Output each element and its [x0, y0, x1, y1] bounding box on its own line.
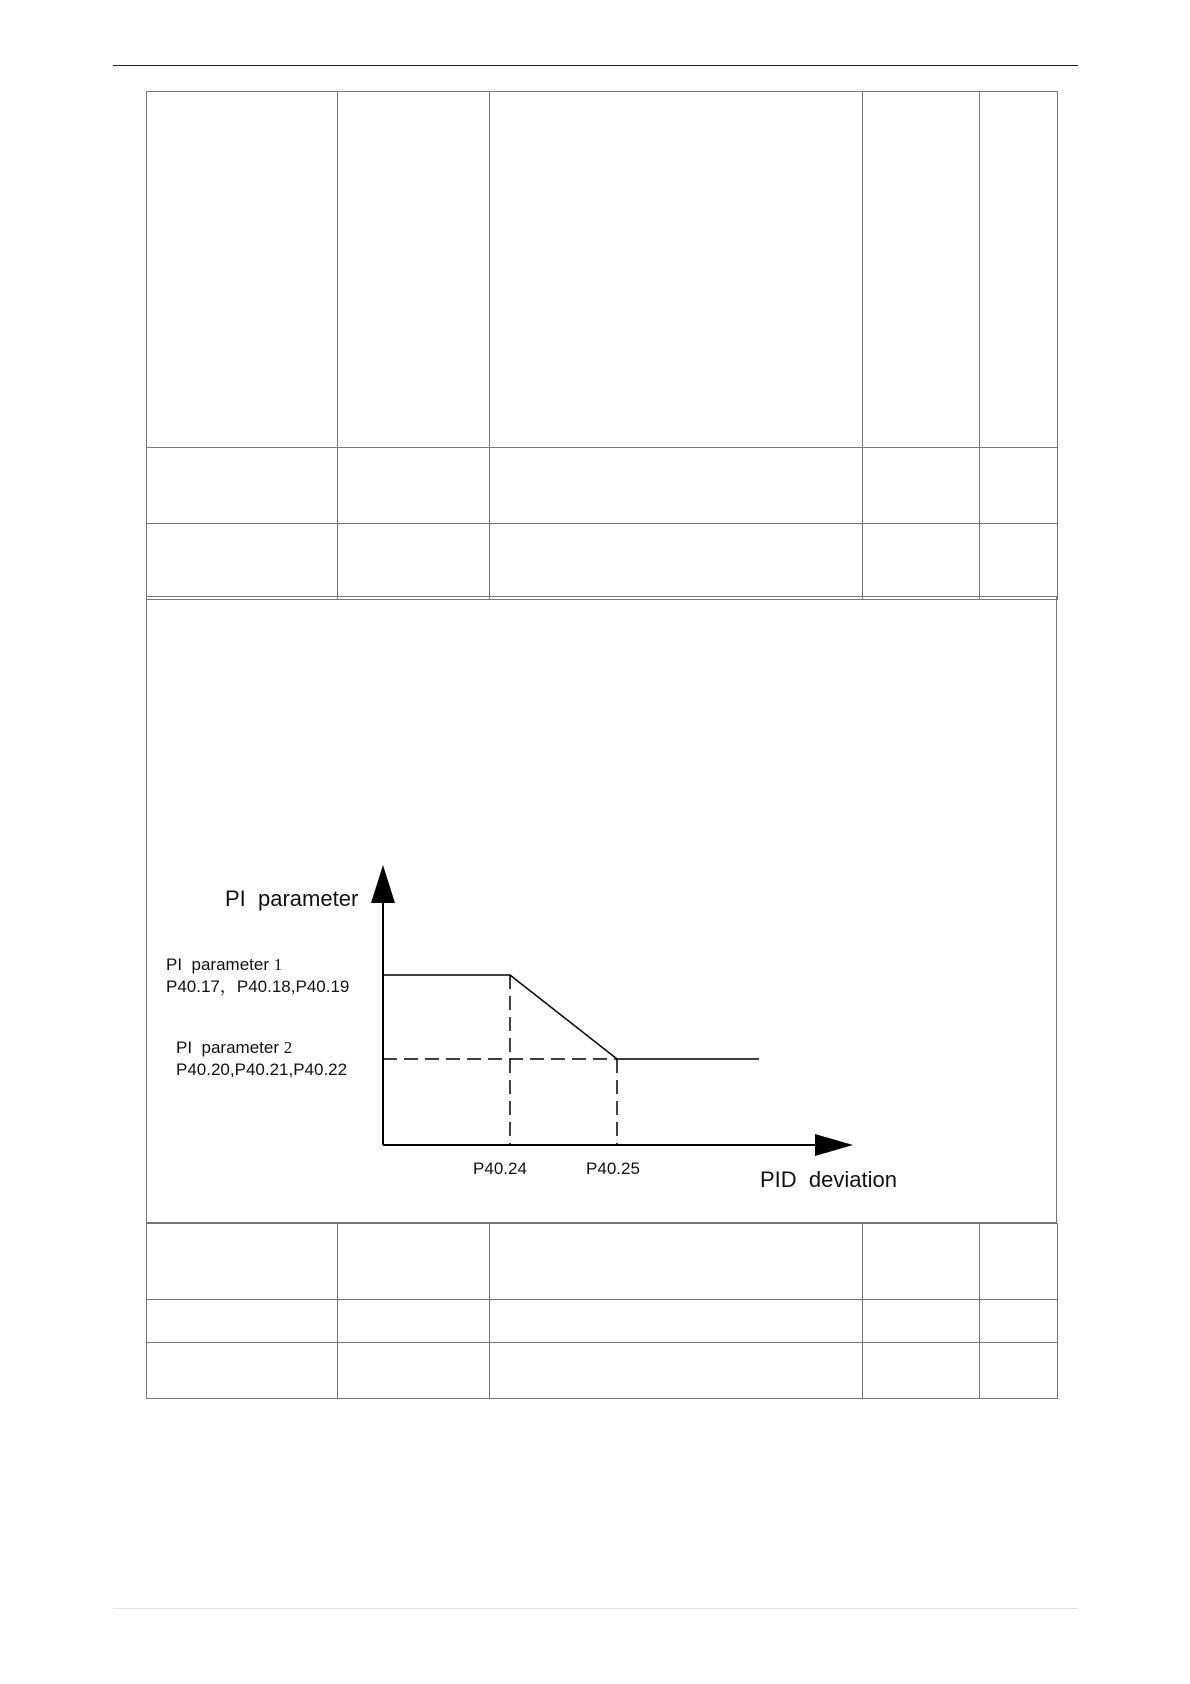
table-cell — [337, 523, 490, 600]
pi-parameter-1-name: PI parameter — [166, 955, 274, 974]
table-cell — [146, 1223, 338, 1300]
pi-parameter-2-name: PI parameter — [176, 1038, 284, 1057]
table-cell — [979, 447, 1058, 524]
table-cell — [337, 1342, 490, 1399]
table-cell — [979, 1223, 1058, 1300]
table-cell — [337, 1223, 490, 1300]
x-axis-arrow — [815, 1134, 853, 1156]
table-cell — [146, 91, 338, 448]
table-cell — [337, 91, 490, 448]
table-cell — [489, 1342, 863, 1399]
footer-rule — [113, 1608, 1078, 1609]
table-cell — [862, 523, 980, 600]
y-axis-arrow — [371, 865, 395, 903]
figure-cell — [146, 596, 1057, 1223]
table-cell — [979, 1299, 1058, 1343]
table-cell — [146, 447, 338, 524]
pi-parameter-2-label — [176, 1038, 292, 1057]
x-tick-p40-25: P40.25 — [586, 1159, 640, 1178]
pi-parameter-1-params: P40.17，P40.18,P40.19 — [166, 977, 350, 996]
pi-parameter-2-index: 2 — [283, 1038, 293, 1057]
header-rule — [113, 65, 1078, 66]
table-cell — [979, 1342, 1058, 1399]
table-cell — [337, 1299, 490, 1343]
table-cell — [862, 1299, 980, 1343]
table-cell — [979, 523, 1058, 600]
table-cell — [862, 1223, 980, 1300]
table-cell — [862, 91, 980, 448]
table-cell — [489, 1299, 863, 1343]
table-cell — [146, 1299, 338, 1343]
pi-parameter-curve — [383, 975, 759, 1059]
table-cell — [146, 523, 338, 600]
x-axis-label: PID deviation — [760, 1167, 897, 1192]
table-cell — [337, 447, 490, 524]
x-tick-p40-24: P40.24 — [473, 1159, 527, 1178]
table-cell — [489, 91, 863, 448]
pi-parameter-1-index: 1 — [273, 955, 283, 974]
pi-parameter-diagram — [147, 597, 1057, 1223]
table-cell — [489, 523, 863, 600]
y-axis-label: PI parameter — [225, 886, 359, 911]
table-cell — [146, 1342, 338, 1399]
table-cell — [862, 1342, 980, 1399]
table-cell — [979, 91, 1058, 448]
table-cell — [489, 1223, 863, 1300]
pi-parameter-2-params: P40.20,P40.21,P40.22 — [176, 1060, 348, 1079]
pi-parameter-1-label — [166, 955, 282, 974]
table-cell — [862, 447, 980, 524]
table-cell — [489, 447, 863, 524]
